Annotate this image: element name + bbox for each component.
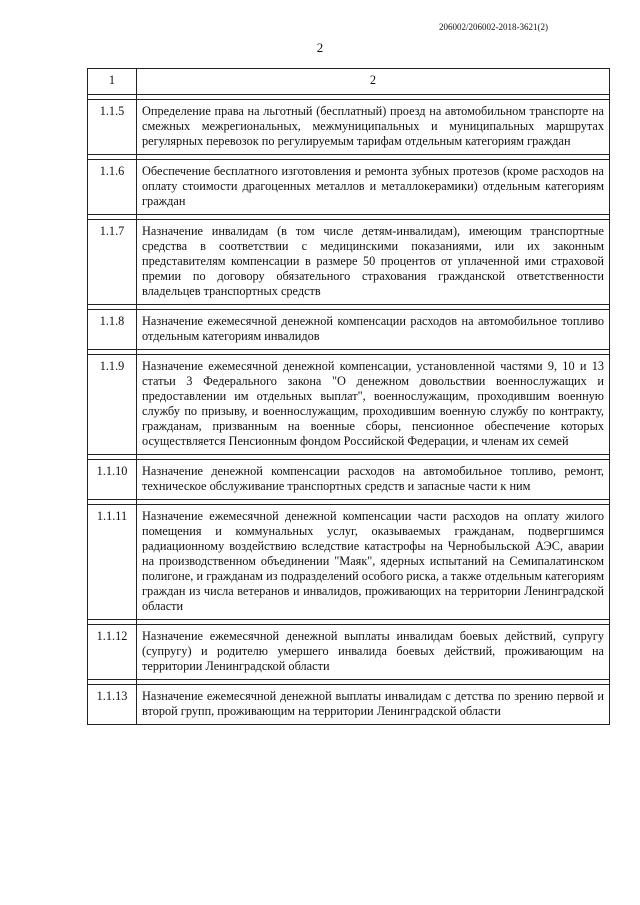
row-text: Назначение ежемесячной денежной выплаты инвалидам боевых действий, супругу (супругу) и родителю умершего инвалида боевых действий, проживающим на территории Ленинградской области <box>137 625 610 680</box>
row-text: Назначение ежемесячной денежной компенсации части расходов на оплату жилого помещения и коммунальных услуг, оказываемых гражданам, подвергшимся радиационному воздействию вследствие катастрофы на Чернобыльской АЭС, аварии на производственном объединении "Маяк", ядерных испытаний на Семипалатинском полигоне, и гражданам из подразделений особого риска, а также отдельным категориям граждан из числа ветеранов и инвалидов, проживающих на территории Ленинградской области <box>137 505 610 620</box>
row-number: 1.1.7 <box>88 220 137 305</box>
row-number: 1.1.12 <box>88 625 137 680</box>
row-text: Определение права на льготный (бесплатный) проезд на автомобильном транспорте на смежных межрегиональных, межмуниципальных и муниципальных маршрутах регулярных перевозок по регулируемым тарифам отдельным категориям граждан <box>137 100 610 155</box>
row-text: Назначение ежемесячной денежной выплаты инвалидам с детства по зрению первой и второй групп, проживающим на территории Ленинградской области <box>137 685 610 725</box>
row-number: 1.1.11 <box>88 505 137 620</box>
document-number: 206002/206002-2018-3621(2) <box>439 22 548 32</box>
table-row <box>88 160 610 215</box>
row-text: Назначение денежной компенсации расходов на автомобильное топливо, ремонт, техническое обслуживание транспортных средств и запасные части к ним <box>137 460 610 500</box>
row-text: Назначение ежемесячной денежной компенсации расходов на автомобильное топливо отдельным категориям инвалидов <box>137 310 610 350</box>
row-number: 1.1.13 <box>88 685 137 725</box>
table-header-row <box>88 69 610 95</box>
table-row <box>88 310 610 350</box>
table-row <box>88 685 610 725</box>
row-number: 1.1.5 <box>88 100 137 155</box>
row-text: Обеспечение бесплатного изготовления и ремонта зубных протезов (кроме расходов на оплату стоимости драгоценных металлов и металлокерамики) отдельным категориям граждан <box>137 160 610 215</box>
row-number: 1.1.9 <box>88 355 137 455</box>
row-number: 1.1.6 <box>88 160 137 215</box>
column-header-name: 2 <box>137 69 610 95</box>
row-text: Назначение инвалидам (в том числе детям-инвалидам), имеющим транспортные средства в соответствии с медицинскими показаниями, или их законным представителям компенсации в размере 50 процентов от уплаченной ими страховой премии по договору обязательного страхования гражданской ответственности владельцев транспортных средств <box>137 220 610 305</box>
row-number: 1.1.8 <box>88 310 137 350</box>
table-row <box>88 100 610 155</box>
column-header-number: 1 <box>88 69 137 95</box>
page-number: 2 <box>316 40 324 55</box>
row-text: Назначение ежемесячной денежной компенсации, установленной частями 9, 10 и 13 статьи 3 Федерального закона "О денежном довольствии военнослужащих и предоставлении им отдельных выплат", военнослужащим, проходившим военную службу по призыву, и военнослужащим, проходившим военную службу по контракту, гражданам, призванным на военные сборы, пенсионное обеспечение которых осуществляется Пенсионным фондом Российской Федерации, и членам их семей <box>137 355 610 455</box>
services-table <box>87 68 610 725</box>
table-row <box>88 220 610 305</box>
table-row <box>88 460 610 500</box>
row-number: 1.1.10 <box>88 460 137 500</box>
table-row <box>88 625 610 680</box>
table-row <box>88 505 610 620</box>
table-row <box>88 355 610 455</box>
